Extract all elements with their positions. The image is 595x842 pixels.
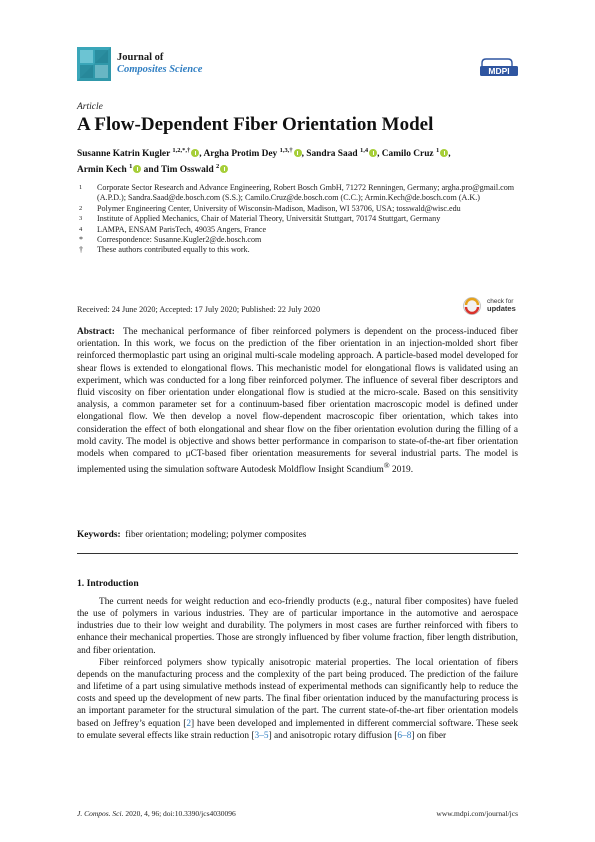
orcid-icon[interactable] [440, 149, 451, 159]
footer-citation [77, 809, 236, 818]
author-separator: , [301, 149, 307, 159]
footer-doi: 2020, 4, 96; doi:10.3390/jcs4030096 [123, 809, 236, 818]
author-separator: , [448, 149, 451, 159]
affiliation-mark: 3 [79, 215, 83, 223]
affiliation-item [77, 183, 521, 204]
citation-link-3-5[interactable]: 3–5 [254, 730, 269, 741]
check-for-updates-line2: updates [487, 304, 516, 313]
author-name: Sandra Saad [306, 149, 360, 159]
author-affiliation-marks: 2 [216, 162, 220, 170]
affiliation-text: Institute of Applied Mechanics, Chair of Material Theory, Universität Stuttgart, 70174 Stuttgart, Germany [97, 214, 441, 224]
affiliation-text: Corporate Sector Research and Advance Engineering, Robert Bosch GmbH, 71272 Renningen, Germany; argha.pro@gmail.com (A.P.D.); Sandra.Saad@de.bosch.com (S.S.); Camilo.Cruz@de.bosch.com (C.C.); Armin.Kech@de.bosch.com (A.K.) [97, 183, 515, 203]
author-affiliation-marks: 1,3,† [279, 146, 293, 154]
author-separator: , [199, 149, 204, 159]
affiliation-mark: 2 [79, 204, 83, 212]
affiliation-item [77, 204, 521, 214]
affiliation-item [77, 225, 521, 235]
author-name: Armin Kech [77, 165, 130, 175]
keywords-text: fiber orientation; modeling; polymer composites [125, 530, 307, 540]
affiliation-mark: † [79, 245, 84, 255]
journal-name-line1: Journal of [117, 52, 164, 63]
paragraph-1: The current needs for weight reduction and eco-friendly products (e.g., natural fiber composites) have fueled the use of polymers in various industries. They are of particular importance in the automotive and aerospace industries due to their low weight and durability. The polymers in most cases are further reinforced with fibers to enhance their mechanical properties. Those are strongly influenced by fiber volume fraction, fiber length distribution, and fiber orientation. [77, 597, 518, 656]
affiliation-text: These authors contributed equally to this work. [97, 245, 250, 255]
paragraph-2 [77, 657, 518, 742]
affiliation-text: Correspondence: Susanne.Kugler2@de.bosch.com [97, 235, 262, 245]
keywords [77, 530, 518, 540]
author-affiliation-marks: 1 [129, 162, 133, 170]
affiliation-item [77, 235, 521, 245]
publication-dates: Received: 24 June 2020; Accepted: 17 July 2020; Published: 22 July 2020 [77, 305, 321, 314]
journal-name-line2: Composites Science [117, 64, 203, 75]
affiliation-mark: * [79, 235, 84, 245]
author-separator: , [377, 149, 382, 159]
abstract-text: The mechanical performance of fiber reinforced polymers is dependent on the process-induced fiber orientation. In this work, we focus on the prediction of the fiber orientation in an injection-molded short fiber reinforced thermoplastic part using an original multi-scale modeling approach. A particle-based model developed for shear flows is extended to elongational flows. This mechanistic model for elongational flows is validated using an experiment, which was conducted for a long fiber reinforced polymer. The influence of several fiber descriptors and fluid viscosity on fiber orientation under elongational flow is studied at the micro-scale. Based on this sensitivity analysis, a common parameter set for a continuum-based fiber orientation macroscopic model is defined under elongational flow. We then develop a novel flow-dependent macroscopic fiber orientation, which takes into consideration the effect of both elongational and shear flow on the fiber orientation evolution during the filling of a mold cavity. The model is objective and shows better performance in comparison to state-of-the-art fiber orientation models when compared to μCT-based fiber orientation measurements for several industrial parts. The model is implemented using the simulation software Autodesk Moldflow Insight Scandium [77, 327, 518, 476]
introduction-body [77, 596, 518, 742]
footer-journal-abbr: J. Compos. Sci. [77, 809, 124, 818]
mdpi-logo-icon [478, 55, 520, 81]
article-title: A Flow-Dependent Fiber Orientation Model [77, 114, 434, 135]
paragraph-2-part1: Fiber reinforced polymers show typically anisotropic material properties. The local orientation of fibers depends on the manufacturing process and the complexity of the part being produced. The prediction of the failure and lifetime of a part using simulative methods instead of experimental methods can significantly help to reduce the costs and speed up the development of new parts. The final fiber orientation induced by the manufacturing process is an important parameter for the structural simulation of the part. The current state-of-the-art fiber orientation models based on Jeffrey’s equation [ [77, 657, 518, 729]
section-heading-introduction: 1. Introduction [77, 578, 139, 589]
journal-logo-icon [77, 47, 111, 81]
affiliations [77, 183, 521, 256]
keywords-label: Keywords: [77, 530, 121, 540]
paragraph-2-part3: ] and anisotropic rotary diffusion [ [268, 730, 398, 741]
svg-text:MDPI: MDPI [488, 66, 510, 77]
affiliation-text: LAMPA, ENSAM ParisTech, 49035 Angers, France [97, 224, 267, 234]
orcid-icon[interactable] [294, 149, 302, 157]
affiliation-mark: 1 [79, 184, 83, 191]
author-separator: and [141, 165, 161, 175]
registered-mark: ® [383, 461, 390, 471]
affiliation-mark: 4 [79, 225, 83, 233]
paragraph-2-part2: ] have been developed and implemented in different commercial software. These seek to emulate several effects like strain reduction [ [77, 718, 518, 741]
affiliation-item [77, 245, 521, 255]
author-name: Argha Protim Dey [203, 149, 280, 159]
orcid-icon[interactable] [369, 149, 377, 157]
abstract [77, 326, 518, 477]
author-affiliation-marks: 1,2,*,† [172, 146, 191, 154]
article-type: Article [77, 102, 103, 112]
citation-link-2[interactable]: 2 [186, 718, 191, 729]
author-name: Tim Osswald [160, 165, 217, 175]
affiliation-text: Polymer Engineering Center, University of Wisconsin-Madison, Madison, WI 53706, USA; tosswald@wisc.edu [97, 203, 461, 213]
author-name: Camilo Cruz [381, 149, 436, 159]
author-affiliation-marks: 1 [435, 146, 440, 154]
check-for-updates-label[interactable] [487, 298, 516, 312]
abstract-tail: 2019. [389, 465, 414, 476]
paragraph-2-part4: ] on fiber [411, 730, 447, 741]
author-list [77, 146, 517, 178]
author-name: Susanne Katrin Kugler [77, 149, 173, 159]
author-affiliation-marks: 1,4 [359, 146, 369, 154]
citation-link-6-8[interactable]: 6–8 [397, 730, 412, 741]
section-divider [77, 553, 518, 554]
check-for-updates-line1: check for [487, 298, 514, 305]
orcid-icon[interactable] [220, 165, 228, 173]
affiliation-item [77, 214, 521, 224]
footer-url[interactable]: www.mdpi.com/journal/jcs [436, 809, 518, 818]
abstract-label: Abstract: [77, 327, 115, 337]
journal-name [117, 52, 202, 76]
